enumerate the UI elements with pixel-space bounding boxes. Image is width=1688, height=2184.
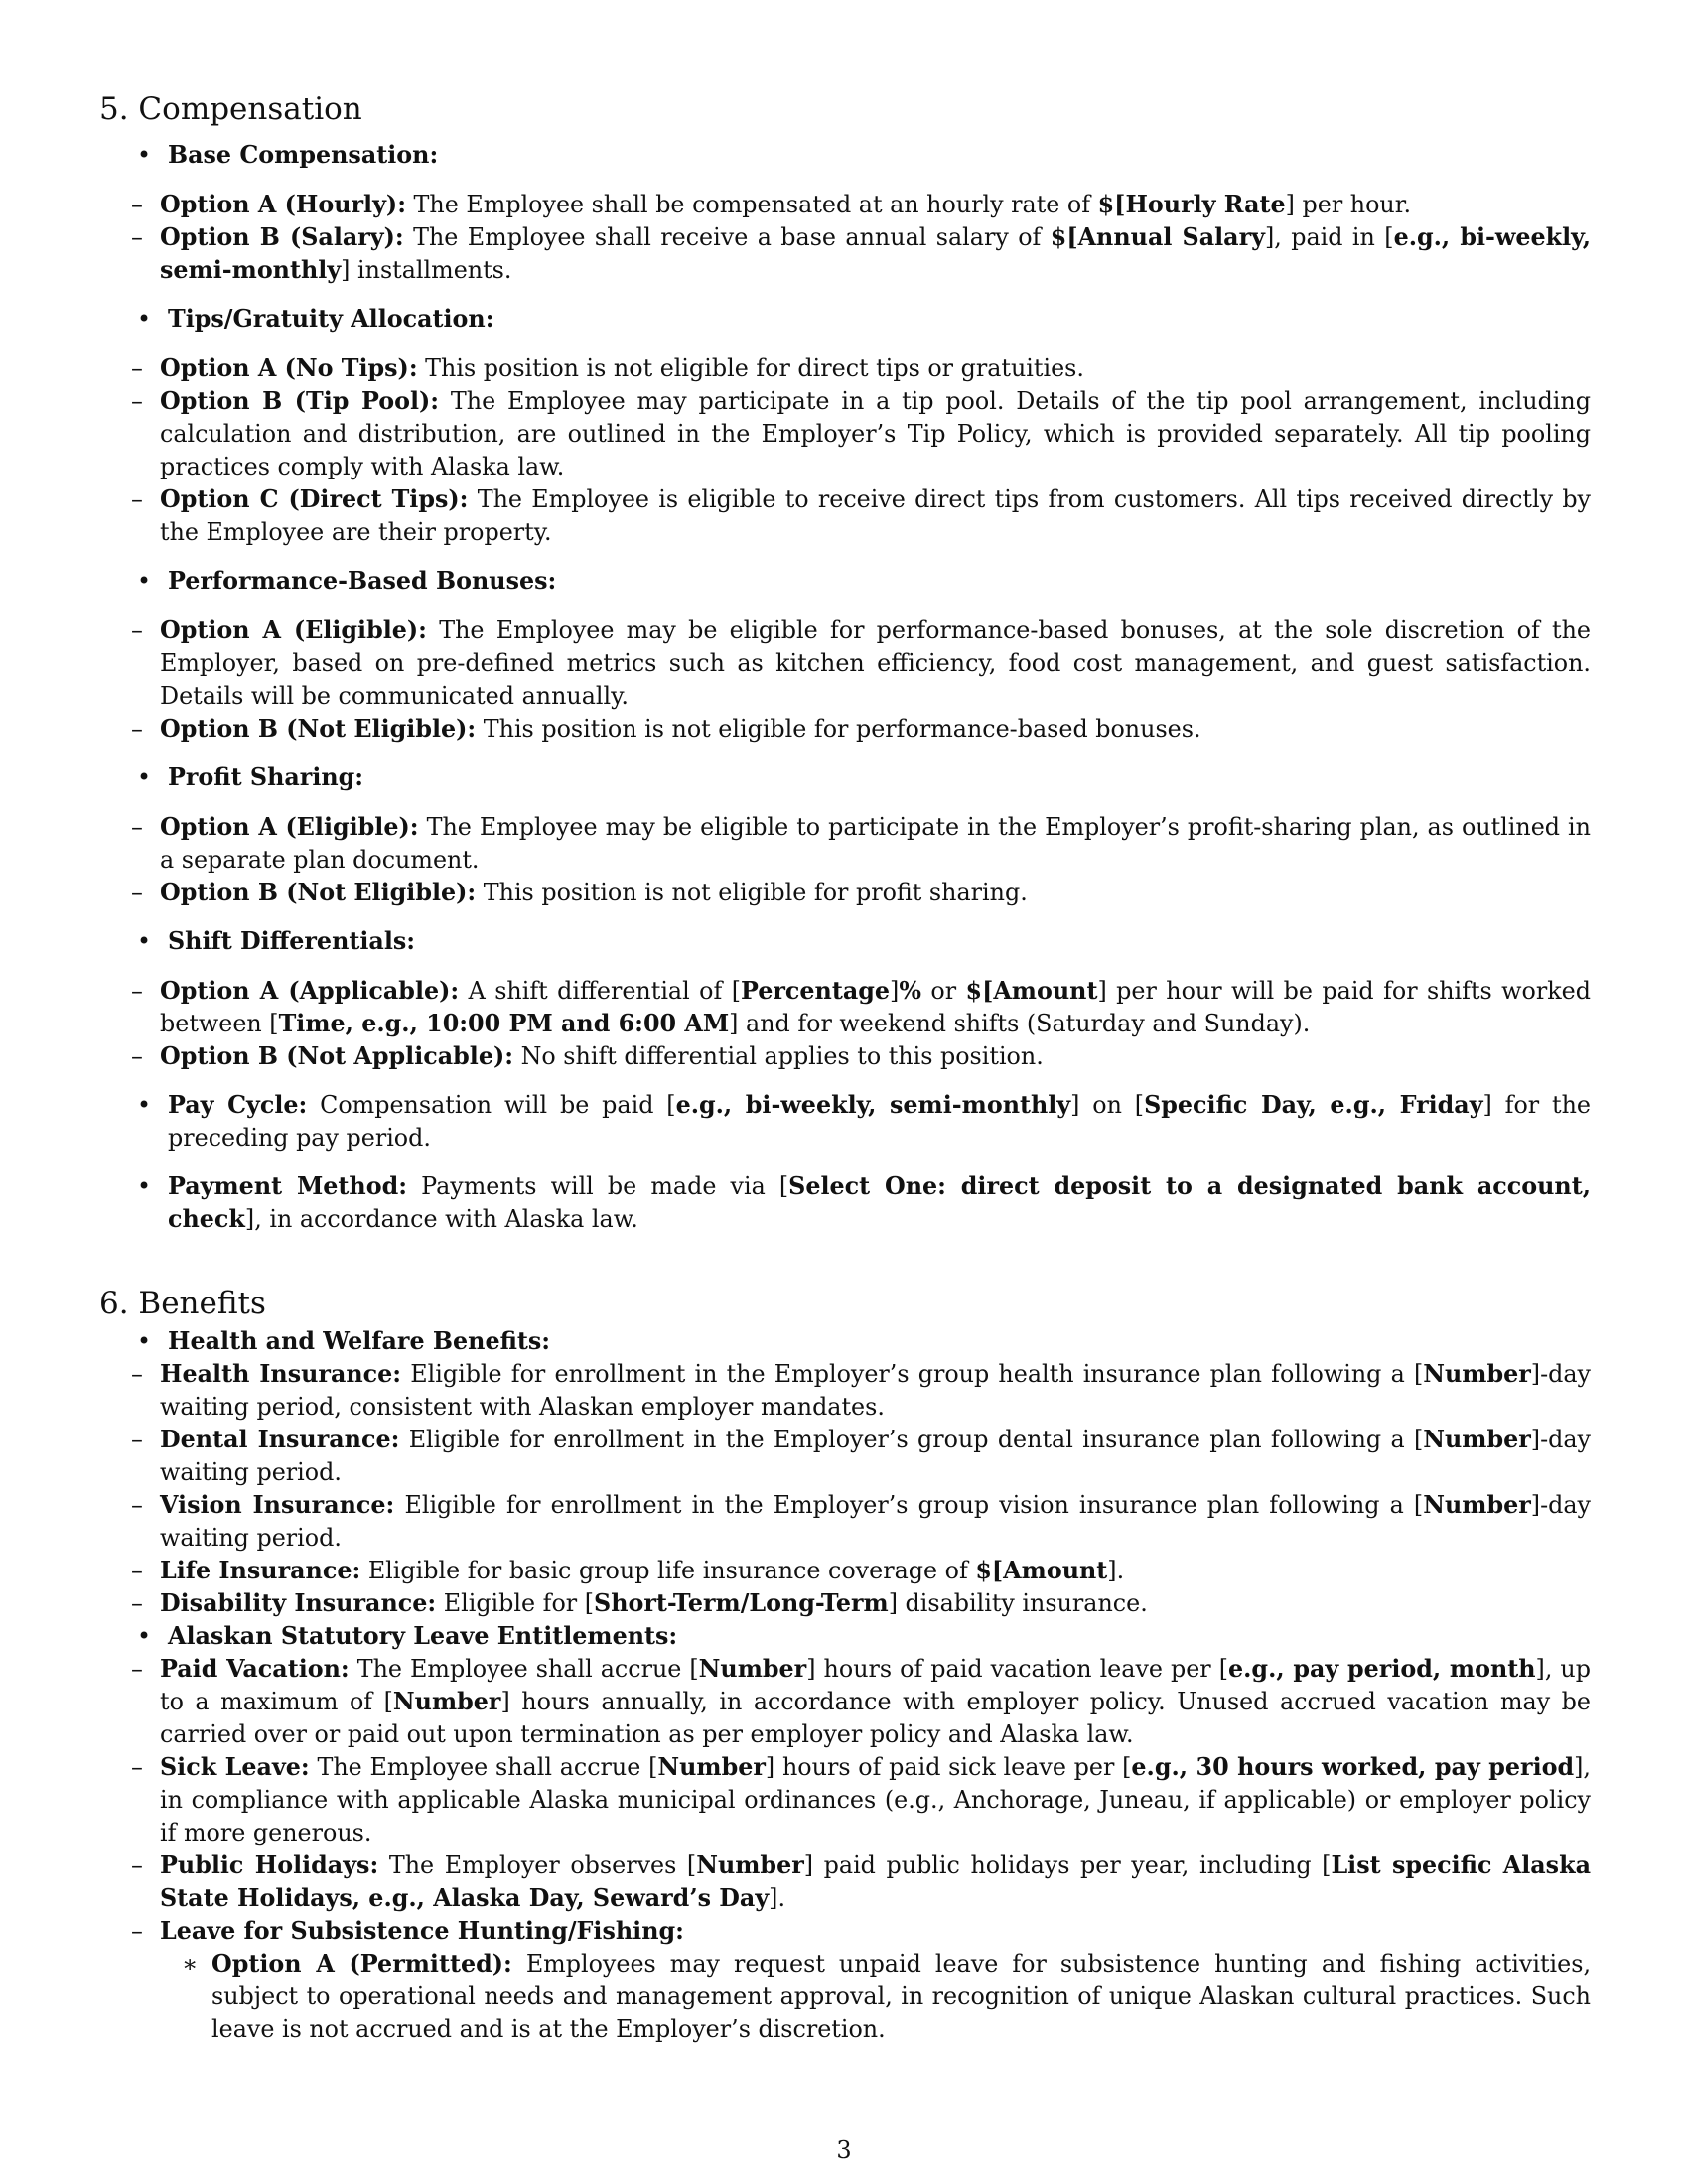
list-item-bonuses	[99, 565, 1591, 598]
benefit-text: Eligible for basic group life insurance coverage of	[360, 1557, 976, 1584]
section-heading-benefits: 6. Benefits	[99, 1286, 266, 1321]
leave-text: ], up to a maximum of [	[160, 1655, 1591, 1715]
list-item-pay-cycle	[99, 1089, 1591, 1155]
placeholder: %	[899, 977, 921, 1005]
item-label: Tips/Gratuity Allocation:	[168, 305, 494, 333]
placeholder: Number	[392, 1688, 501, 1715]
benefit-vision-insurance	[99, 1489, 1591, 1555]
leave-text: ] hours of paid vacation leave per [	[806, 1655, 1228, 1683]
benefit-label: Vision Insurance:	[160, 1491, 395, 1519]
option-label: Option A (Applicable):	[160, 977, 460, 1005]
list-item-tips	[99, 303, 1591, 336]
leave-text: ] hours of paid sick leave per [	[765, 1753, 1132, 1781]
leave-public-holidays	[99, 1849, 1591, 1915]
placeholder: Percentage	[740, 977, 891, 1005]
item-label: Alaskan Statutory Leave Entitlements:	[168, 1622, 678, 1650]
option-label: Option C (Direct Tips):	[160, 485, 469, 513]
leave-label: Leave for Subsistence Hunting/Fishing:	[160, 1917, 684, 1945]
leave-sick	[99, 1751, 1591, 1849]
placeholder: $[Amount	[965, 977, 1098, 1005]
benefit-text: ]-day waiting period, consistent with Alaskan employer mandates.	[160, 1360, 1591, 1421]
leave-text: ] paid public holidays per year, including [	[803, 1851, 1332, 1879]
option-text: The Employee may be eligible to participate in the Employer’s profit-sharing plan, as outlined in a separate plan document.	[160, 813, 1591, 874]
placeholder: $[Hourly Rate	[1097, 191, 1286, 218]
option-profit-eligible	[99, 811, 1591, 877]
option-text: The Employee shall receive a base annual salary of	[403, 223, 1051, 251]
placeholder: Specific Day, e.g., Friday	[1144, 1091, 1483, 1119]
benefit-text: ]-day waiting period.	[160, 1491, 1591, 1552]
option-text: ] installments.	[341, 256, 512, 284]
option-text: A shift differential of [	[459, 977, 741, 1005]
option-text: The Employee shall be compensated at an hourly rate of	[405, 191, 1098, 218]
leave-label: Sick Leave:	[160, 1753, 310, 1781]
placeholder: Number	[698, 1655, 807, 1683]
placeholder: Number	[1423, 1491, 1531, 1519]
item-label: Shift Differentials:	[168, 927, 416, 955]
option-label: Option B (Tip Pool):	[160, 387, 440, 415]
benefit-text: Eligible for enrollment in the Employer’s group health insurance plan following a [	[401, 1360, 1424, 1388]
benefit-life-insurance	[99, 1555, 1591, 1587]
item-text: ] for the preceding pay period.	[168, 1091, 1592, 1152]
leave-text: ].	[769, 1884, 786, 1912]
option-subsistence-permitted	[160, 1948, 1591, 2046]
item-text: ] on [	[1070, 1091, 1145, 1119]
option-text: ] and for weekend shifts (Saturday and Sunday).	[729, 1010, 1311, 1037]
benefit-label: Health Insurance:	[160, 1360, 402, 1388]
placeholder: $[Amount	[975, 1557, 1108, 1584]
option-label: Option A (Permitted):	[211, 1950, 512, 1978]
benefit-label: Dental Insurance:	[160, 1426, 400, 1453]
option-label: Option B (Not Eligible):	[160, 879, 477, 906]
option-text: The Employee is eligible to receive direct tips from customers. All tips received directly by the Employee are their property.	[160, 485, 1591, 546]
benefit-disability-insurance	[99, 1587, 1591, 1620]
option-text: ] per hour will be paid for shifts worked between [	[160, 977, 1591, 1037]
section-heading-compensation: 5. Compensation	[99, 91, 362, 127]
leave-text: ] hours annually, in accordance with employer policy. Unused accrued vacation may be carried over or paid out upon termination as per employer policy and Alaska law.	[160, 1688, 1591, 1748]
option-direct-tips	[99, 483, 1591, 549]
option-text: Employees may request unpaid leave for subsistence hunting and fishing activities, subject to operational needs and management approval, in recognition of unique Alaskan cultural practices. Such leave is not accrued and is at the Employer’s discretion.	[211, 1950, 1592, 2043]
benefit-text: ] disability insurance.	[888, 1589, 1148, 1617]
placeholder: Short-Term/Long-Term	[594, 1589, 889, 1617]
list-item-health-welfare	[99, 1325, 1591, 1358]
item-label: Base Compensation:	[168, 141, 439, 169]
leave-label: Paid Vacation:	[160, 1655, 350, 1683]
option-text: ] per hour.	[1285, 191, 1412, 218]
benefit-label: Disability Insurance:	[160, 1589, 437, 1617]
option-label: Option A (Eligible):	[160, 813, 419, 841]
list-item-shift-differentials	[99, 925, 1591, 958]
option-text: This position is not eligible for performance-based bonuses.	[476, 715, 1201, 743]
item-label: Pay Cycle:	[168, 1091, 308, 1119]
leave-label: Public Holidays:	[160, 1851, 379, 1879]
benefit-dental-insurance	[99, 1424, 1591, 1489]
leave-subsistence	[99, 1915, 1591, 1948]
item-text: Payments will be made via [	[407, 1172, 789, 1200]
leave-text: The Employee shall accrue [	[349, 1655, 699, 1683]
option-text: No shift differential applies to this position.	[513, 1042, 1044, 1070]
placeholder: Number	[1423, 1426, 1531, 1453]
option-bonus-not-eligible	[99, 713, 1591, 746]
benefit-text: Eligible for [	[436, 1589, 595, 1617]
item-label: Profit Sharing:	[168, 763, 364, 791]
leave-text: The Employee shall accrue [	[309, 1753, 658, 1781]
placeholder: Number	[657, 1753, 766, 1781]
benefit-text: Eligible for enrollment in the Employer’s group dental insurance plan following a [	[399, 1426, 1424, 1453]
list-item-profit-sharing	[99, 761, 1591, 794]
placeholder: Number	[696, 1851, 804, 1879]
option-profit-not-eligible	[99, 877, 1591, 909]
option-label: Option B (Salary):	[160, 223, 404, 251]
document-page	[99, 87, 1591, 2046]
leave-text: The Employer observes [	[378, 1851, 697, 1879]
option-text: or	[920, 977, 966, 1005]
option-no-tips	[99, 352, 1591, 385]
option-label: Option A (Eligible):	[160, 616, 427, 644]
list-item-payment-method	[99, 1170, 1591, 1236]
placeholder: Select One: direct deposit to a designated bank account, check	[168, 1172, 1591, 1233]
option-label: Option A (Hourly):	[160, 191, 406, 218]
benefit-text: ].	[1107, 1557, 1125, 1584]
option-text: ]	[890, 977, 900, 1005]
placeholder: Number	[1423, 1360, 1531, 1388]
placeholder: $[Annual Salary	[1050, 223, 1265, 251]
leave-text: ], in compliance with applicable Alaska municipal ordinances (e.g., Anchorage, Juneau, if applicable) or employer policy if more generous.	[160, 1753, 1591, 1846]
placeholder: e.g., 30 hours worked, pay period	[1131, 1753, 1575, 1781]
item-label: Payment Method:	[168, 1172, 408, 1200]
option-salary	[99, 221, 1591, 287]
list-item-statutory-leave	[99, 1620, 1591, 1653]
placeholder: e.g., bi-weekly, semi-monthly	[675, 1091, 1071, 1119]
item-text: ], in accordance with Alaska law.	[244, 1205, 638, 1233]
option-text: The Employee may participate in a tip pool. Details of the tip pool arrangement, including calculation and distribution, are outlined in the Employer’s Tip Policy, which is provided separately. All tip pooling practices comply with Alaska law.	[160, 387, 1591, 480]
placeholder: e.g., bi-weekly, semi-monthly	[160, 223, 1592, 284]
option-label: Option A (No Tips):	[160, 354, 418, 382]
option-tip-pool	[99, 385, 1591, 483]
option-text: This position is not eligible for direct tips or gratuities.	[417, 354, 1084, 382]
item-label: Performance-Based Bonuses:	[168, 567, 557, 595]
option-label: Option B (Not Applicable):	[160, 1042, 514, 1070]
leave-paid-vacation	[99, 1653, 1591, 1751]
list-item-base-compensation	[99, 139, 1591, 172]
option-shift-not-applicable	[99, 1040, 1591, 1073]
page-number: 3	[836, 2136, 852, 2164]
placeholder: List specific Alaska State Holidays, e.g., Alaska Day, Seward’s Day	[160, 1851, 1591, 1912]
item-text: Compensation will be paid [	[307, 1091, 676, 1119]
benefit-text: Eligible for enrollment in the Employer’s group vision insurance plan following a [	[394, 1491, 1424, 1519]
option-bonus-eligible	[99, 614, 1591, 713]
placeholder: e.g., pay period, month	[1228, 1655, 1536, 1683]
option-label: Option B (Not Eligible):	[160, 715, 477, 743]
option-hourly	[99, 189, 1591, 221]
item-label: Health and Welfare Benefits:	[168, 1327, 551, 1355]
option-text: This position is not eligible for profit sharing.	[476, 879, 1028, 906]
option-text: ], paid in [	[1264, 223, 1394, 251]
benefit-health-insurance	[99, 1358, 1591, 1424]
option-shift-applicable	[99, 975, 1591, 1040]
benefit-label: Life Insurance:	[160, 1557, 361, 1584]
placeholder: Time, e.g., 10:00 PM and 6:00 AM	[278, 1010, 730, 1037]
benefit-text: ]-day waiting period.	[160, 1426, 1591, 1486]
option-text: The Employee may be eligible for performance-based bonuses, at the sole discretion of the Employer, based on pre-defined metrics such as kitchen efficiency, food cost management, and guest satisfaction. Details will be communicated annually.	[160, 616, 1591, 710]
